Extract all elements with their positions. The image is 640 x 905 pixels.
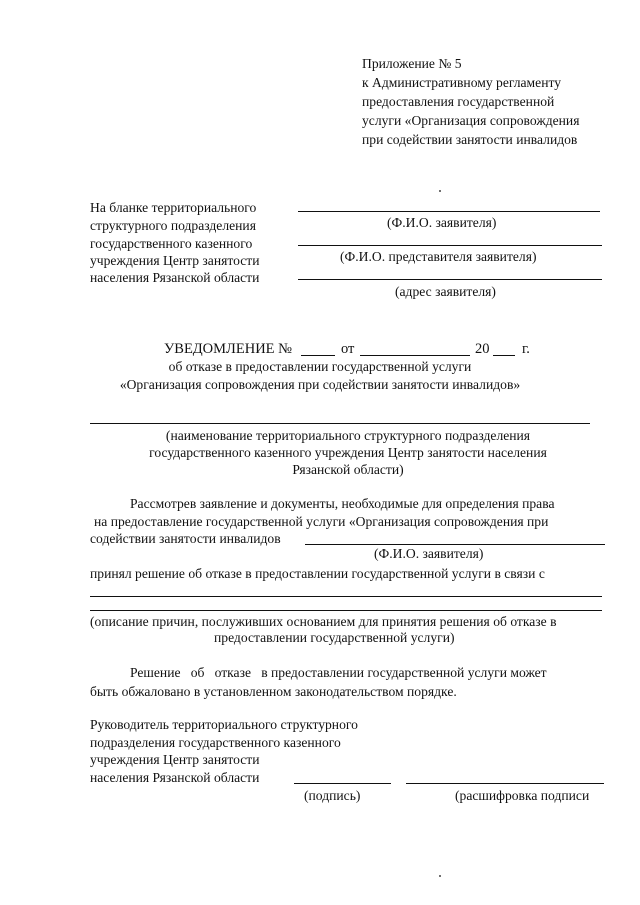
reasons-line xyxy=(90,596,602,597)
signature-head-line: населения Рязанской области xyxy=(90,770,260,785)
signature-head-line: учреждения Центр занятости xyxy=(90,752,260,767)
notice-from-word: от xyxy=(341,341,355,357)
letterhead-line: структурного подразделения xyxy=(90,218,256,233)
appendix-line: предоставления государственной xyxy=(362,94,555,109)
unit-caption-line: государственного казенного учреждения Центр занятости населения xyxy=(149,445,547,460)
appendix-line: при содействии занятости инвалидов xyxy=(362,132,578,147)
appeal-line: Решение об отказе в предоставлении государственной услуги может xyxy=(130,665,547,680)
body-applicant-line xyxy=(305,544,605,545)
body-line: на предоставление государственной услуги «Организация сопровождения при xyxy=(94,514,549,529)
representative-name-caption: (Ф.И.О. представителя заявителя) xyxy=(340,249,537,264)
reasons-caption-1: (описание причин, послуживших основанием для принятия решения об отказе в xyxy=(90,614,557,629)
appeal-line: быть обжаловано в установленном законодательством порядке. xyxy=(90,684,457,699)
letterhead-line: учреждения Центр занятости xyxy=(90,253,260,268)
signature-decode-line xyxy=(406,783,604,784)
letterhead-line: На бланке территориального xyxy=(90,200,257,215)
signature-decode-caption: (расшифровка подписи xyxy=(455,788,590,803)
letterhead-line: государственного казенного xyxy=(90,236,253,251)
notice-date-line xyxy=(360,355,470,356)
unit-caption-line: Рязанской области) xyxy=(292,462,404,477)
notice-subtitle-1: об отказе в предоставлении государственной услуги xyxy=(168,359,472,374)
notice-subtitle-2: «Организация сопровождения при содействии занятости инвалидов» xyxy=(119,377,521,392)
notice-year-line xyxy=(493,355,515,356)
appendix-line: услуги «Организация сопровождения xyxy=(362,113,580,128)
notice-number-line xyxy=(301,355,335,356)
scan-speck xyxy=(439,875,441,877)
body-line: содействии занятости инвалидов xyxy=(90,531,281,546)
notice-year-prefix: 20 xyxy=(475,341,490,357)
address-caption: (адрес заявителя) xyxy=(395,284,496,299)
scan-speck xyxy=(439,190,441,192)
signature-line xyxy=(294,783,391,784)
decision-line: принял решение об отказе в предоставлении государственной услуги в связи с xyxy=(90,566,545,581)
unit-name-line xyxy=(90,423,590,424)
applicant-name-caption: (Ф.И.О. заявителя) xyxy=(387,215,497,230)
notice-title-word: УВЕДОМЛЕНИЕ № xyxy=(164,341,293,357)
body-line: Рассмотрев заявление и документы, необходимые для определения права xyxy=(130,496,555,511)
reasons-line xyxy=(90,610,602,611)
body-applicant-caption: (Ф.И.О. заявителя) xyxy=(374,546,484,561)
signature-caption: (подпись) xyxy=(304,788,361,803)
appendix-line: к Административному регламенту xyxy=(362,75,562,90)
representative-name-line xyxy=(298,245,602,246)
applicant-name-line xyxy=(298,211,600,212)
unit-caption-line: (наименование территориального структурного подразделения xyxy=(165,428,531,443)
letterhead-line: населения Рязанской области xyxy=(90,270,260,285)
notice-year-suffix: г. xyxy=(522,341,530,357)
reasons-caption-2: предоставлении государственной услуги) xyxy=(214,630,455,645)
appendix-line: Приложение № 5 xyxy=(362,56,462,71)
signature-head-line: Руководитель территориального структурного xyxy=(90,717,358,732)
signature-head-line: подразделения государственного казенного xyxy=(90,735,341,750)
address-line xyxy=(298,279,602,280)
